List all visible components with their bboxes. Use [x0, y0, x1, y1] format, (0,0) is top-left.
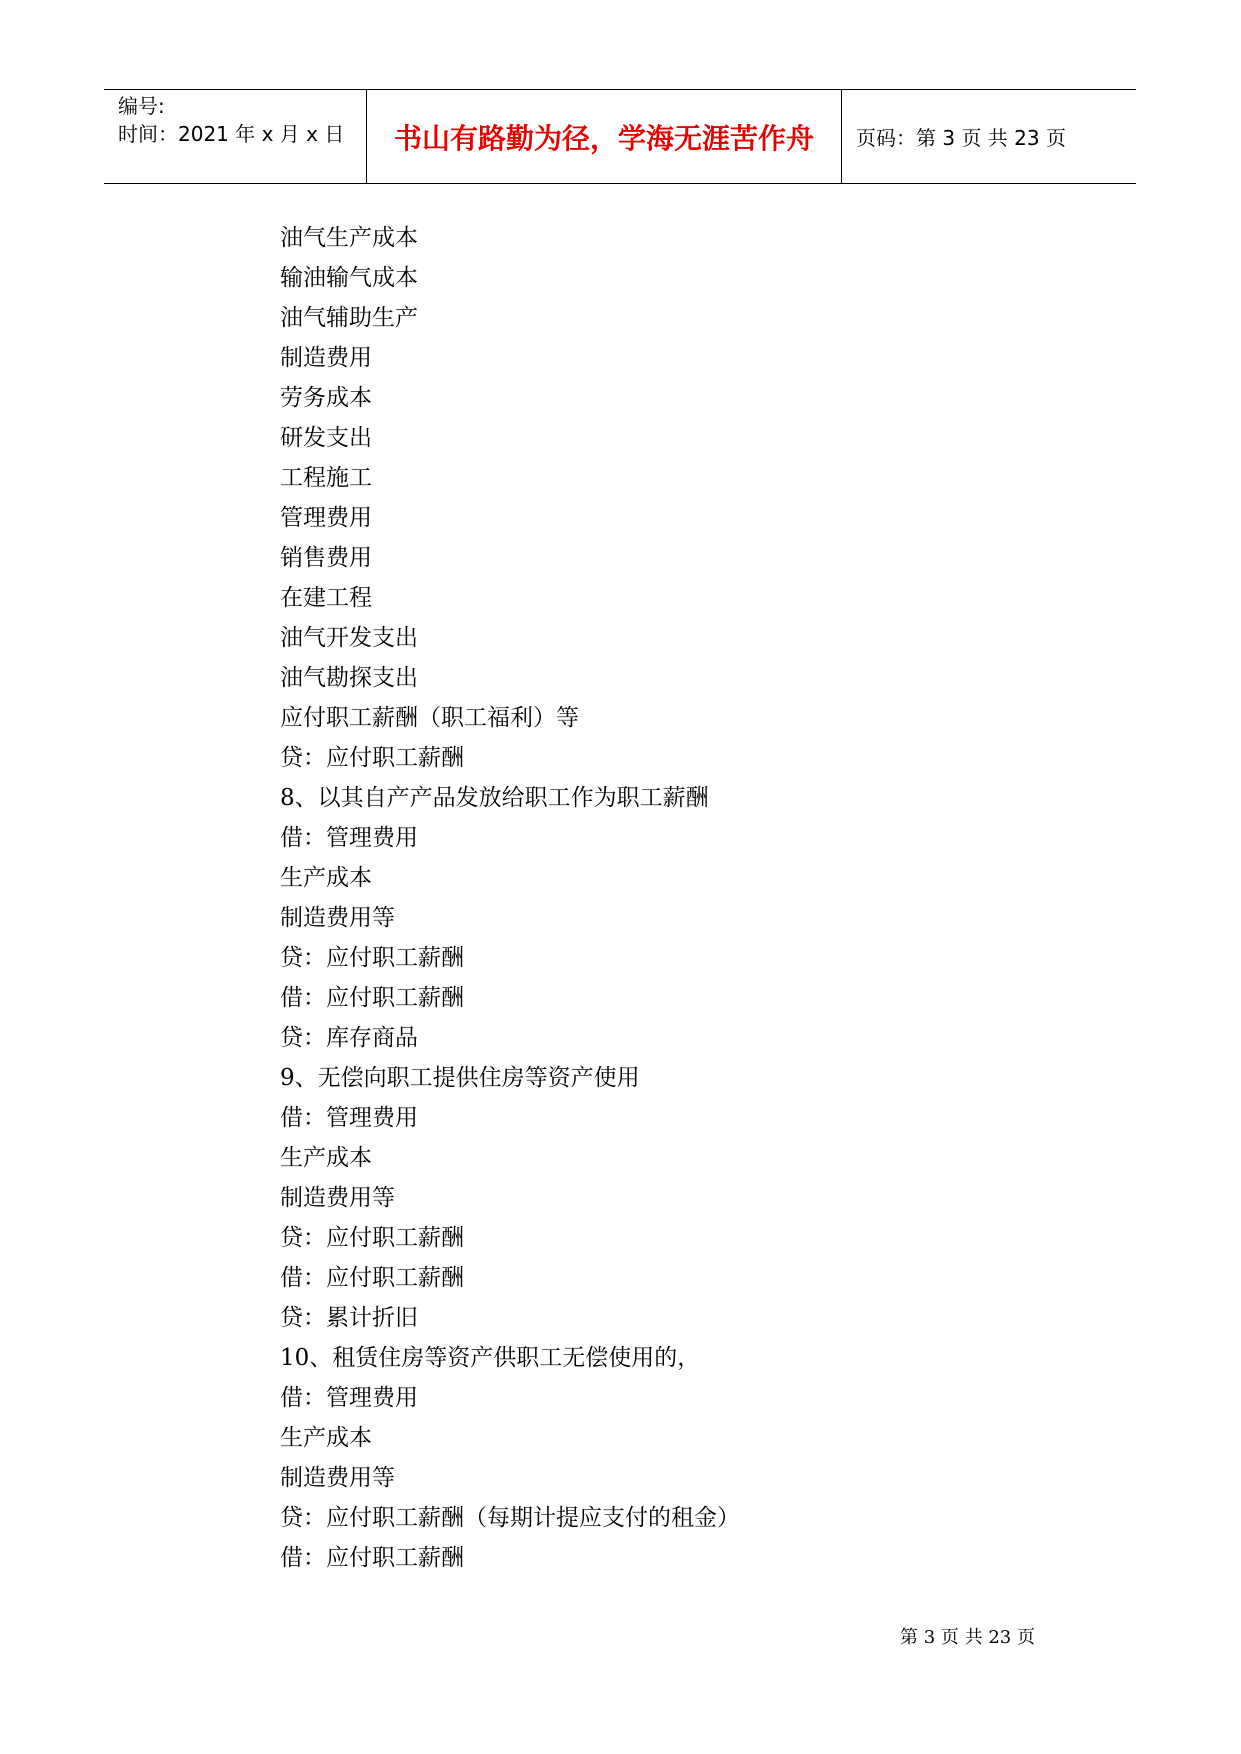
- document-body: [280, 218, 740, 1578]
- text-line: 贷：应付职工薪酬: [280, 1225, 464, 1251]
- text-line: 贷：累计折旧: [280, 1305, 418, 1331]
- text-line: 生产成本: [280, 865, 372, 891]
- text-line: 油气勘探支出: [280, 665, 418, 691]
- text-line: 油气生产成本: [280, 225, 418, 251]
- text-line: 借：应付职工薪酬: [280, 985, 464, 1011]
- text-line: 管理费用: [280, 505, 372, 531]
- text-line: 借：管理费用: [280, 825, 418, 851]
- text-line: 9、无偿向职工提供住房等资产使用: [280, 1065, 640, 1091]
- text-line: 制造费用等: [280, 905, 395, 931]
- text-line: 借：管理费用: [280, 1105, 418, 1131]
- text-line: 生产成本: [280, 1425, 372, 1451]
- text-line: 制造费用: [280, 345, 372, 371]
- text-line: 制造费用等: [280, 1185, 395, 1211]
- header-meta-cell: [104, 90, 367, 183]
- text-line: 借：应付职工薪酬: [280, 1545, 464, 1571]
- text-line: 销售费用: [280, 545, 372, 571]
- document-number-label: 编号:: [118, 94, 165, 118]
- text-line: 8、以其自产产品发放给职工作为职工薪酬: [280, 785, 709, 811]
- document-time-label: 时间：2021 年 x 月 x 日: [118, 122, 345, 146]
- text-line: 借：应付职工薪酬: [280, 1265, 464, 1291]
- text-line: 贷：应付职工薪酬（每期计提应支付的租金）: [280, 1505, 740, 1531]
- page-footer: 第 3 页 共 23 页: [900, 1627, 1035, 1648]
- text-line: 油气辅助生产: [280, 305, 418, 331]
- header-page-info: 页码：第 3 页 共 23 页: [856, 126, 1066, 150]
- text-line: 油气开发支出: [280, 625, 418, 651]
- text-line: 输油输气成本: [280, 265, 418, 291]
- text-line: 贷：库存商品: [280, 1025, 418, 1051]
- text-line: 贷：应付职工薪酬: [280, 945, 464, 971]
- text-line: 贷：应付职工薪酬: [280, 745, 464, 771]
- text-line: 生产成本: [280, 1145, 372, 1171]
- text-line: 在建工程: [280, 585, 372, 611]
- header-motto: 书山有路勤为径，学海无涯苦作舟: [367, 90, 842, 183]
- text-line: 制造费用等: [280, 1465, 395, 1491]
- text-line: 应付职工薪酬（职工福利）等: [280, 705, 579, 731]
- text-line: 劳务成本: [280, 385, 372, 411]
- text-line: 研发支出: [280, 425, 372, 451]
- page-header: [104, 89, 1136, 184]
- text-line: 借：管理费用: [280, 1385, 418, 1411]
- text-line: 工程施工: [280, 465, 372, 491]
- text-line: 10、租赁住房等资产供职工无偿使用的，: [280, 1345, 701, 1371]
